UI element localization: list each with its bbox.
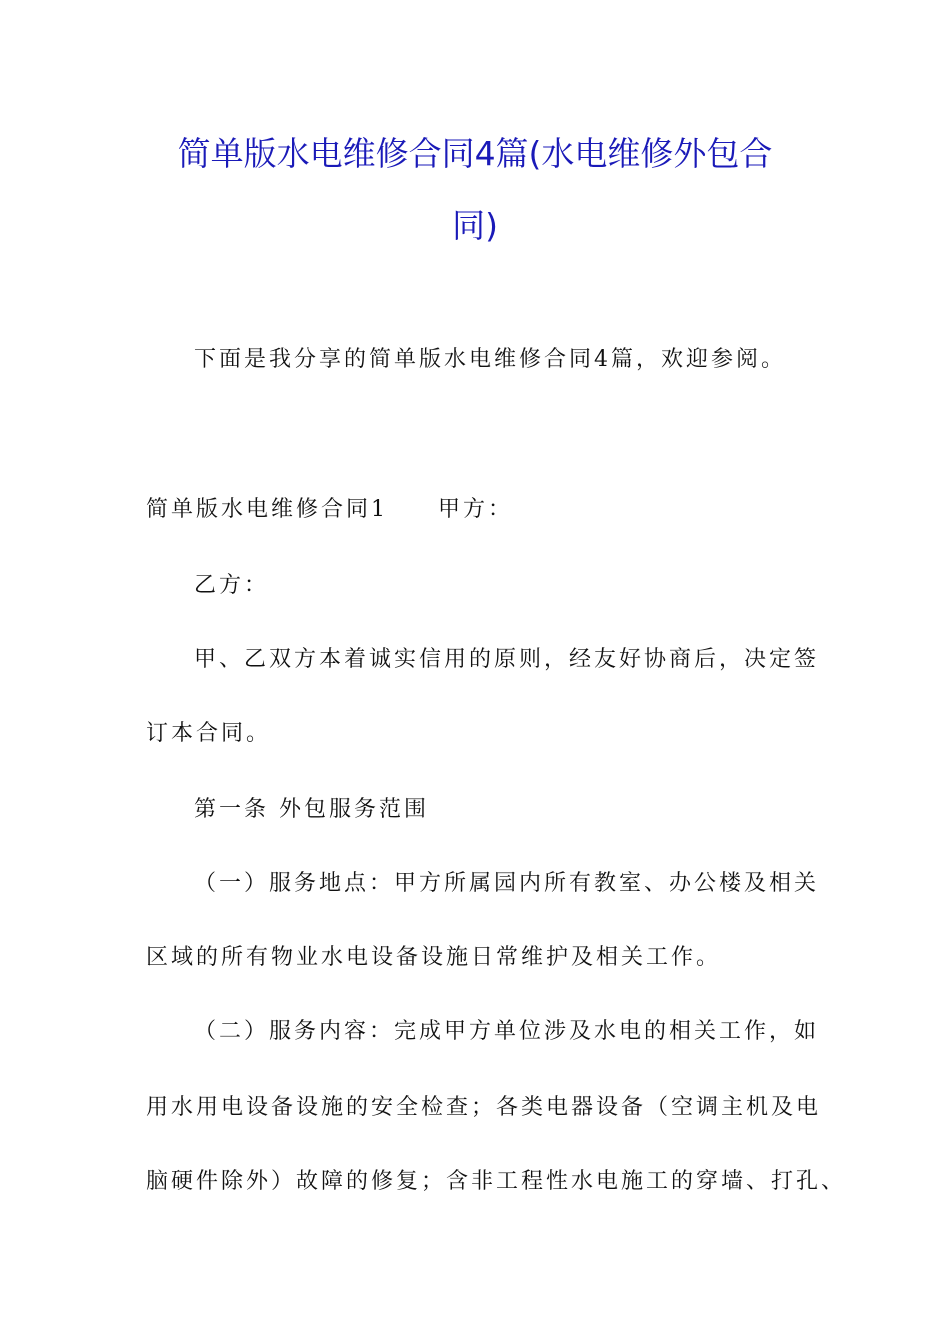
preamble-line1: 甲、乙双方本着诚实信用的原则，经友好协商后，决定签: [194, 647, 820, 672]
item2-line1: （二）服务内容：完成甲方单位涉及水电的相关工作，如: [194, 1019, 820, 1044]
item2-line3: 脑硬件除外）故障的修复；含非工程性水电施工的穿墙、打孔、: [146, 1169, 847, 1194]
item1-line1: （一）服务地点：甲方所属园内所有教室、办公楼及相关: [194, 871, 820, 896]
party-a-label: 甲方：: [438, 497, 514, 522]
document-title-line1: 简单版水电维修合同4篇(水电维修外包合: [177, 134, 773, 173]
contract1-heading-row: [146, 496, 513, 524]
intro-paragraph: 下面是我分享的简单版水电维修合同4篇，欢迎参阅。: [194, 347, 786, 372]
item2-line2: 用水用电设备设施的安全检查；各类电器设备（空调主机及电: [146, 1095, 822, 1120]
item1-line2: 区域的所有物业水电设备设施日常维护及相关工作。: [146, 945, 722, 970]
contract1-heading: 简单版水电维修合同1: [146, 497, 388, 522]
party-b-label: 乙方：: [194, 573, 270, 598]
article1-heading: 第一条 外包服务范围: [194, 797, 429, 822]
preamble-line2: 订本合同。: [146, 721, 272, 746]
document-title-line2: 同): [452, 206, 498, 245]
